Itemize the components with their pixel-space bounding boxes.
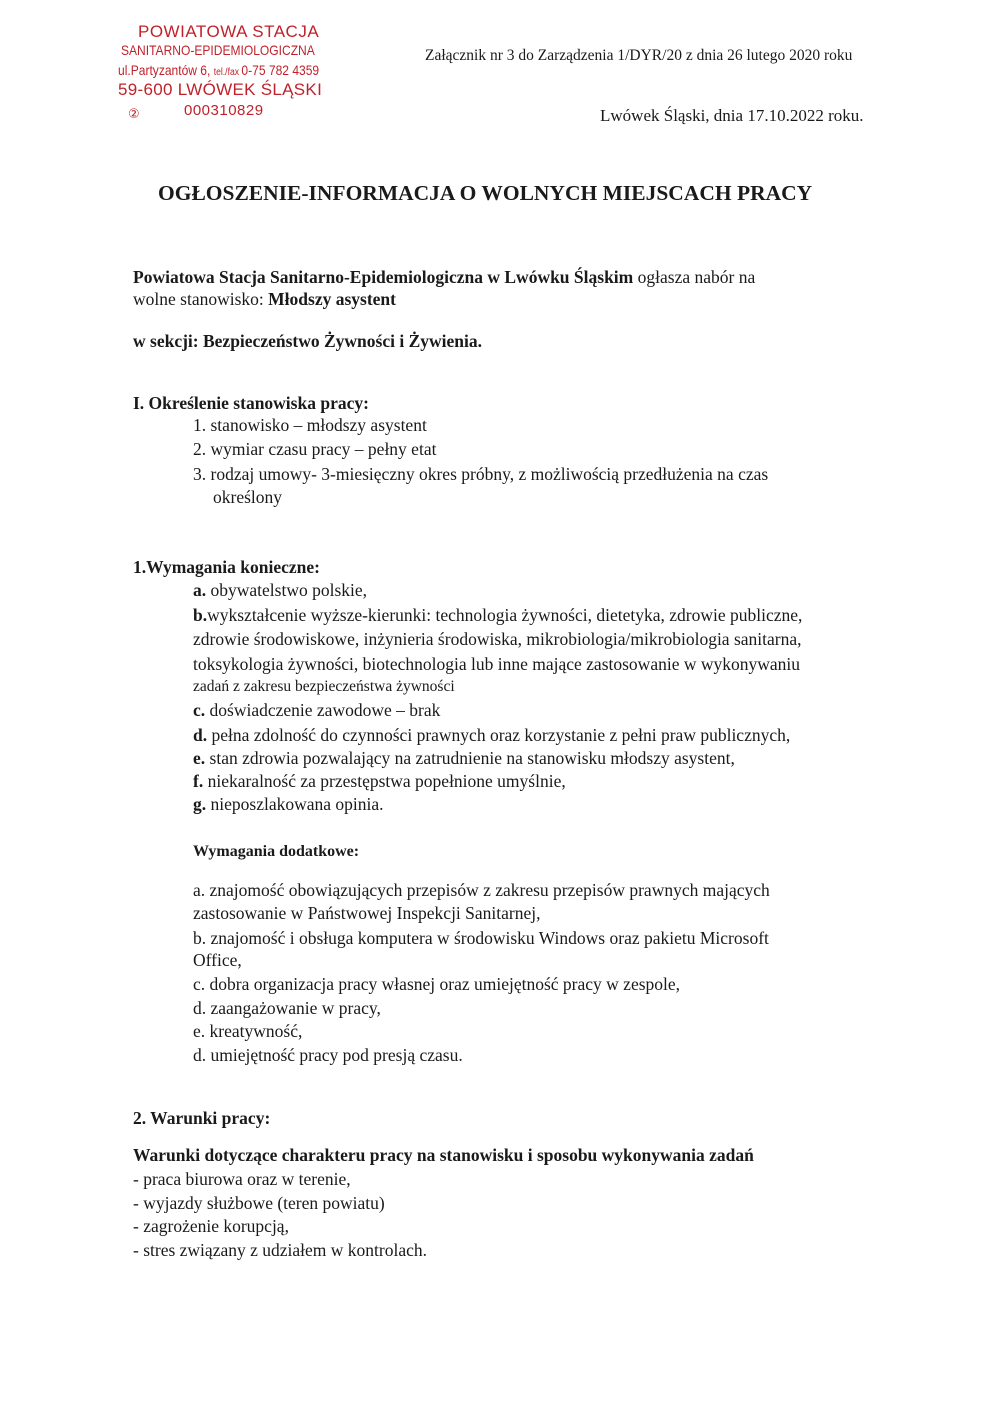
list-item: 3. rodzaj umowy- 3-miesięczny okres próbny, z możliwością przedłużenia na czas <box>193 464 769 484</box>
list-item: 2. wymiar czasu pracy – pełny etat <box>193 439 437 459</box>
list-item: - stres związany z udziałem w kontrolach. <box>133 1240 427 1260</box>
list-letter: f. <box>193 771 204 791</box>
list-text: pełna zdolność do czynności prawnych oraz korzystanie z pełni praw publicznych, <box>207 725 791 745</box>
list-item: - praca biurowa oraz w terenie, <box>133 1169 351 1189</box>
intro-line-1 <box>133 267 755 288</box>
list-item <box>193 725 790 746</box>
list-item: 1. stanowisko – młodszy asystent <box>193 415 427 435</box>
list-item: Office, <box>193 950 242 970</box>
requirements-heading: 1.Wymagania konieczne: <box>133 557 320 577</box>
list-text: obywatelstwo polskie, <box>206 580 368 600</box>
stamp-line: 59-600 LWÓWEK ŚLĄSKI <box>118 80 323 99</box>
list-item: b. znajomość i obsługa komputera w środowisku Windows oraz pakietu Microsoft <box>193 928 769 948</box>
stamp-address: ul.Partyzantów 6, <box>118 62 214 78</box>
list-text: wykształcenie wyższe-kierunki: technologia żywności, dietetyka, zdrowie publiczne, <box>207 605 803 625</box>
list-item <box>193 748 735 769</box>
stamp-phone-label: tel./fax <box>213 67 242 78</box>
list-item <box>193 580 367 601</box>
list-text: niekaralność za przestępstwa popełnione umyślnie, <box>203 771 566 791</box>
list-item: a. znajomość obowiązujących przepisów z zakresu przepisów prawnych mających <box>193 880 770 900</box>
list-text: doświadczenie zawodowe – brak <box>205 700 441 720</box>
place-date: Lwówek Śląski, dnia 17.10.2022 roku. <box>600 106 864 125</box>
list-item <box>193 700 440 721</box>
page-title: OGŁOSZENIE-INFORMACJA O WOLNYCH MIEJSCACH PRACY <box>158 181 813 205</box>
stamp-mark: ② <box>128 106 140 121</box>
list-item <box>193 771 566 792</box>
list-item <box>193 794 384 815</box>
list-item: c. dobra organizacja pracy własnej oraz umiejętność pracy w zespole, <box>193 974 681 994</box>
list-letter: b. <box>193 605 208 625</box>
intro-position-label: wolne stanowisko: <box>133 289 269 309</box>
section-subheading: Warunki dotyczące charakteru pracy na stanowisku i sposobu wykonywania zadań <box>133 1145 754 1165</box>
list-item: d. umiejętność pracy pod presją czasu. <box>193 1045 463 1065</box>
list-item: toksykologia żywności, biotechnologia lub inne mające zastosowanie w wykonywaniu <box>193 654 801 674</box>
list-text: nieposzlakowana opinia. <box>206 794 384 814</box>
list-item <box>193 605 802 626</box>
list-letter: g. <box>193 794 207 814</box>
list-item: d. zaangażowanie w pracy, <box>193 998 381 1018</box>
stamp-number: 000310829 <box>184 102 264 119</box>
list-text: stan zdrowia pozwalający na zatrudnienie na stanowisku młodszy asystent, <box>205 748 735 768</box>
section-heading: I. Określenie stanowiska pracy: <box>133 393 369 413</box>
intro-line-2 <box>133 289 396 310</box>
list-letter: c. <box>193 700 206 720</box>
stamp-phone: 0-75 782 4359 <box>241 62 320 78</box>
annex-reference: Załącznik nr 3 do Zarządzenia 1/DYR/20 z dnia 26 lutego 2020 roku <box>425 47 853 64</box>
section-name: w sekcji: Bezpieczeństwo Żywności i Żywienia. <box>133 331 482 351</box>
list-item: zastosowanie w Państwowej Inspekcji Sanitarnej, <box>193 903 541 923</box>
list-item: - zagrożenie korupcją, <box>133 1216 289 1236</box>
position-name: Młodszy asystent <box>268 289 396 309</box>
section-heading: 2. Warunki pracy: <box>133 1108 271 1128</box>
list-item: zadań z zakresu bezpieczeństwa żywności <box>193 678 455 695</box>
list-letter: d. <box>193 725 208 745</box>
additional-heading: Wymagania dodatkowe: <box>193 843 360 860</box>
stamp-line: POWIATOWA STACJA <box>138 22 320 41</box>
stamp-line <box>118 62 319 78</box>
organization-name: Powiatowa Stacja Sanitarno-Epidemiologiczna w Lwówku Śląskim <box>133 267 634 287</box>
list-item: zdrowie środowiskowe, inżynieria środowiska, mikrobiologia/mikrobiologia sanitarna, <box>193 629 802 649</box>
list-letter: e. <box>193 748 206 768</box>
list-item: określony <box>213 487 283 507</box>
intro-announces: ogłasza nabór na <box>633 267 756 287</box>
list-letter: a. <box>193 580 207 600</box>
list-item: e. kreatywność, <box>193 1021 303 1041</box>
list-item: - wyjazdy służbowe (teren powiatu) <box>133 1193 385 1213</box>
stamp-line: SANITARNO-EPIDEMIOLOGICZNA <box>121 42 315 58</box>
